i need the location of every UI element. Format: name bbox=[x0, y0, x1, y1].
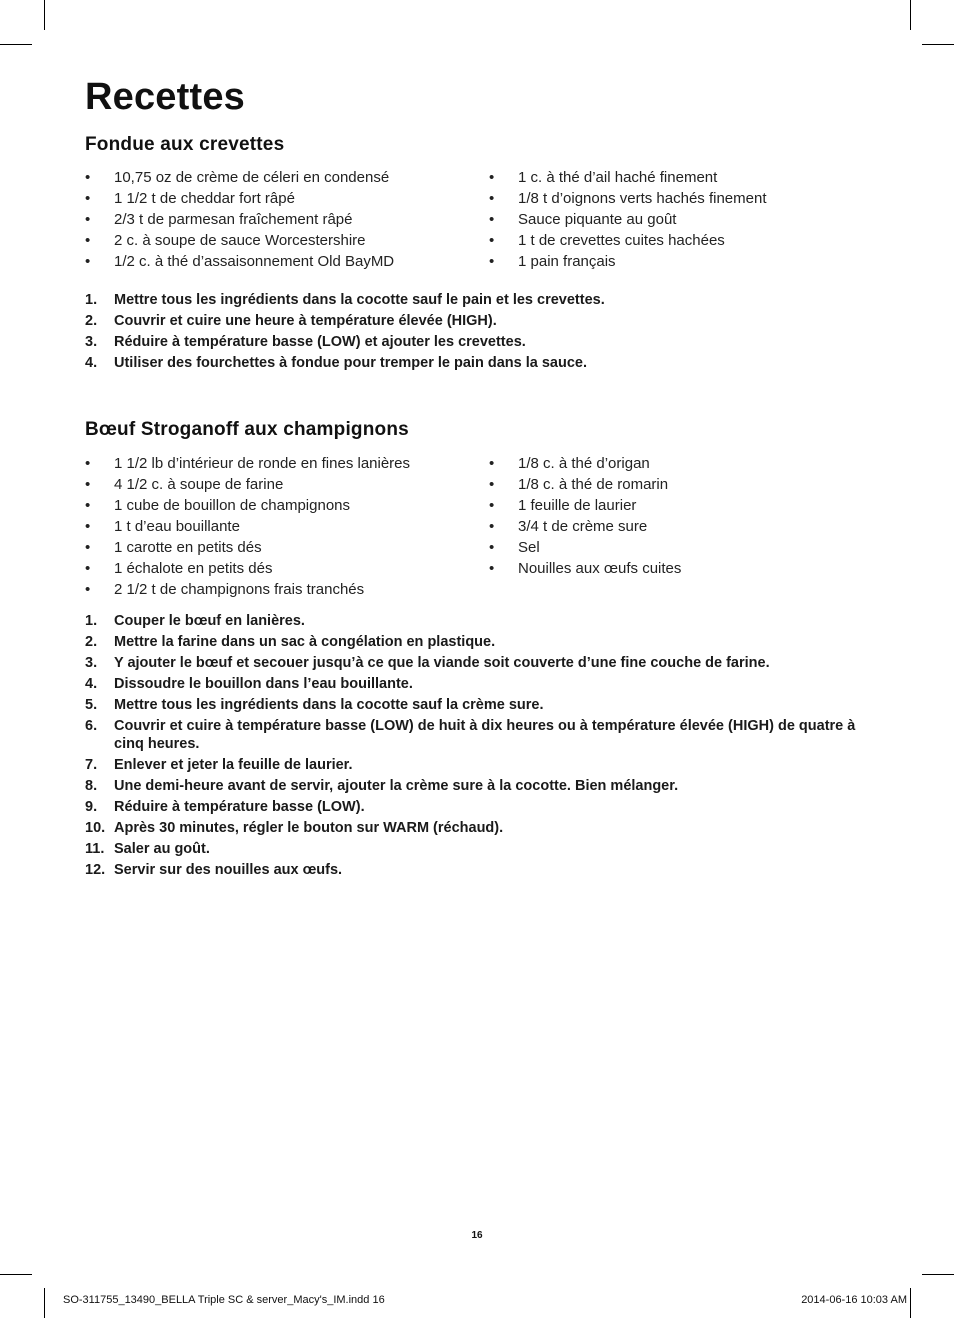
list-item bbox=[489, 453, 681, 474]
ingredients-left bbox=[85, 167, 394, 272]
ingredient: 1 1/2 lb d’intérieur de ronde en fines lanières bbox=[114, 455, 411, 472]
ingredient: 2 1/2 t de champignons frais tranchés bbox=[114, 581, 365, 598]
crop-mark bbox=[922, 1274, 954, 1275]
bullet-icon: • bbox=[489, 560, 495, 577]
list-item bbox=[489, 537, 681, 558]
crop-mark bbox=[910, 0, 911, 30]
list-item bbox=[489, 209, 766, 230]
bullet-icon: • bbox=[85, 518, 91, 535]
step-text: Utiliser des fourchettes à fondue pour tremper le pain dans la sauce. bbox=[114, 355, 587, 371]
list-item bbox=[489, 474, 681, 495]
step bbox=[85, 819, 875, 837]
step bbox=[85, 312, 875, 330]
ingredient: 1 1/2 t de cheddar fort râpé bbox=[114, 190, 295, 207]
crop-mark bbox=[0, 44, 32, 45]
crop-mark bbox=[922, 44, 954, 45]
step-number: 12. bbox=[85, 862, 106, 878]
bullet-icon: • bbox=[85, 560, 91, 577]
bullet-icon: • bbox=[85, 253, 91, 270]
list-item bbox=[85, 230, 394, 251]
ingredient: 1 c. à thé d’ail haché finement bbox=[518, 169, 718, 186]
bullet-icon: • bbox=[85, 190, 91, 207]
step-text: Dissoudre le bouillon dans l’eau bouillante. bbox=[114, 676, 413, 692]
bullet-icon: • bbox=[85, 232, 91, 249]
step-number: 7. bbox=[85, 757, 98, 773]
ingredient: 1 cube de bouillon de champignons bbox=[114, 497, 351, 514]
ingredient: 1/8 t d’oignons verts hachés finement bbox=[518, 190, 767, 207]
crop-mark bbox=[44, 1288, 45, 1318]
bullet-icon: • bbox=[489, 539, 495, 556]
step-text: Mettre tous les ingrédients dans la cocotte sauf la crème sure. bbox=[114, 697, 544, 713]
step bbox=[85, 798, 875, 816]
step bbox=[85, 291, 875, 309]
step-number: 6. bbox=[85, 718, 98, 734]
list-item bbox=[489, 558, 681, 579]
file-slug: SO-311755_13490_BELLA Triple SC & server_Macy's_IM.indd 16 bbox=[63, 1294, 385, 1306]
ingredient: 10,75 oz de crème de céleri en condensé bbox=[114, 169, 390, 186]
list-item bbox=[85, 167, 394, 188]
list-item bbox=[489, 495, 681, 516]
step-text: Mettre la farine dans un sac à congélation en plastique. bbox=[114, 634, 496, 650]
ingredient: 1 pain français bbox=[518, 253, 616, 270]
bullet-icon: • bbox=[85, 497, 91, 514]
steps-list bbox=[85, 291, 875, 375]
ingredients-right bbox=[489, 453, 681, 579]
step bbox=[85, 756, 875, 774]
crop-mark bbox=[44, 0, 45, 30]
step-number: 4. bbox=[85, 676, 98, 692]
step bbox=[85, 654, 875, 672]
step bbox=[85, 840, 875, 858]
step bbox=[85, 777, 875, 795]
timestamp-slug: 2014-06-16 10:03 AM bbox=[801, 1294, 907, 1306]
step bbox=[85, 354, 875, 372]
ingredient: 2/3 t de parmesan fraîchement râpé bbox=[114, 211, 353, 228]
ingredient: 1 t de crevettes cuites hachées bbox=[518, 232, 725, 249]
list-item bbox=[489, 230, 766, 251]
step-text: Saler au goût. bbox=[114, 841, 210, 857]
ingredient: 4 1/2 c. à soupe de farine bbox=[114, 476, 284, 493]
step-number: 10. bbox=[85, 820, 106, 836]
step-text: Y ajouter le bœuf et secouer jusqu’à ce que la viande soit couverte d’une fine couche de farine. bbox=[114, 655, 770, 671]
list-item bbox=[85, 453, 410, 474]
step-number: 4. bbox=[85, 355, 98, 371]
ingredient: 3/4 t de crème sure bbox=[518, 518, 648, 535]
step-number: 5. bbox=[85, 697, 98, 713]
list-item bbox=[489, 516, 681, 537]
crop-mark bbox=[0, 1274, 32, 1275]
step-text: Réduire à température basse (LOW) et ajouter les crevettes. bbox=[114, 334, 526, 350]
step-number: 3. bbox=[85, 655, 98, 671]
bullet-icon: • bbox=[489, 518, 495, 535]
step-text: Enlever et jeter la feuille de laurier. bbox=[114, 757, 353, 773]
step-text: Une demi-heure avant de servir, ajouter la crème sure à la cocotte. Bien mélanger. bbox=[114, 778, 679, 794]
step bbox=[85, 696, 875, 714]
recipe-title: Fondue aux crevettes bbox=[85, 134, 285, 155]
page-number: 16 bbox=[471, 1230, 483, 1241]
bullet-icon: • bbox=[85, 476, 91, 493]
list-item bbox=[85, 474, 410, 495]
step-text: Mettre tous les ingrédients dans la cocotte sauf le pain et les crevettes. bbox=[114, 292, 605, 308]
step-text: Couvrir et cuire une heure à température élevée (HIGH). bbox=[114, 313, 497, 329]
bullet-icon: • bbox=[489, 232, 495, 249]
ingredient: 1/2 c. à thé d’assaisonnement Old BayMD bbox=[114, 253, 395, 270]
step-number: 8. bbox=[85, 778, 98, 794]
bullet-icon: • bbox=[85, 455, 91, 472]
list-item bbox=[85, 516, 410, 537]
recipe-title: Bœuf Stroganoff aux champignons bbox=[85, 419, 409, 440]
list-item bbox=[85, 188, 394, 209]
step-text: Couvrir et cuire à température basse (LOW) de huit à dix heures ou à température élevée (HIGH) de quatre à cinq heures. bbox=[114, 718, 856, 752]
ingredient: 1/8 c. à thé de romarin bbox=[518, 476, 669, 493]
list-item bbox=[489, 251, 766, 272]
bullet-icon: • bbox=[489, 455, 495, 472]
step-number: 2. bbox=[85, 634, 98, 650]
step-text: Réduire à température basse (LOW). bbox=[114, 799, 365, 815]
step bbox=[85, 633, 875, 651]
step-number: 2. bbox=[85, 313, 98, 329]
step bbox=[85, 675, 875, 693]
ingredient: Sel bbox=[518, 539, 540, 556]
ingredient: 1 échalote en petits dés bbox=[114, 560, 273, 577]
step-number: 1. bbox=[85, 292, 98, 308]
step bbox=[85, 612, 875, 630]
ingredient: Sauce piquante au goût bbox=[518, 211, 677, 228]
bullet-icon: • bbox=[85, 539, 91, 556]
list-item bbox=[85, 209, 394, 230]
ingredient: 1 t d’eau bouillante bbox=[114, 518, 240, 535]
bullet-icon: • bbox=[489, 253, 495, 270]
bullet-icon: • bbox=[85, 169, 91, 186]
crop-mark bbox=[910, 1288, 911, 1318]
step bbox=[85, 717, 875, 753]
list-item bbox=[85, 537, 410, 558]
list-item bbox=[85, 495, 410, 516]
page-title: Recettes bbox=[85, 76, 246, 118]
list-item bbox=[489, 188, 766, 209]
ingredients-right bbox=[489, 167, 766, 272]
bullet-icon: • bbox=[85, 211, 91, 228]
step-number: 1. bbox=[85, 613, 98, 629]
list-item bbox=[85, 558, 410, 579]
step-text: Servir sur des nouilles aux œufs. bbox=[114, 862, 343, 878]
step-number: 3. bbox=[85, 334, 98, 350]
list-item bbox=[85, 251, 394, 272]
ingredient: 1/8 c. à thé d’origan bbox=[518, 455, 650, 472]
ingredient: Nouilles aux œufs cuites bbox=[518, 560, 682, 577]
bullet-icon: • bbox=[489, 476, 495, 493]
step bbox=[85, 861, 875, 879]
list-item bbox=[489, 167, 766, 188]
steps-list bbox=[85, 612, 875, 882]
step bbox=[85, 333, 875, 351]
step-text: Couper le bœuf en lanières. bbox=[114, 613, 305, 629]
list-item bbox=[85, 579, 410, 600]
step-text: Après 30 minutes, régler le bouton sur WARM (réchaud). bbox=[114, 820, 504, 836]
step-number: 11. bbox=[85, 841, 105, 857]
ingredient: 1 carotte en petits dés bbox=[114, 539, 262, 556]
step-number: 9. bbox=[85, 799, 98, 815]
bullet-icon: • bbox=[489, 190, 495, 207]
ingredient: 1 feuille de laurier bbox=[518, 497, 637, 514]
bullet-icon: • bbox=[489, 211, 495, 228]
ingredient: 2 c. à soupe de sauce Worcestershire bbox=[114, 232, 366, 249]
bullet-icon: • bbox=[489, 497, 495, 514]
ingredients-left bbox=[85, 453, 410, 600]
bullet-icon: • bbox=[85, 581, 91, 598]
bullet-icon: • bbox=[489, 169, 495, 186]
